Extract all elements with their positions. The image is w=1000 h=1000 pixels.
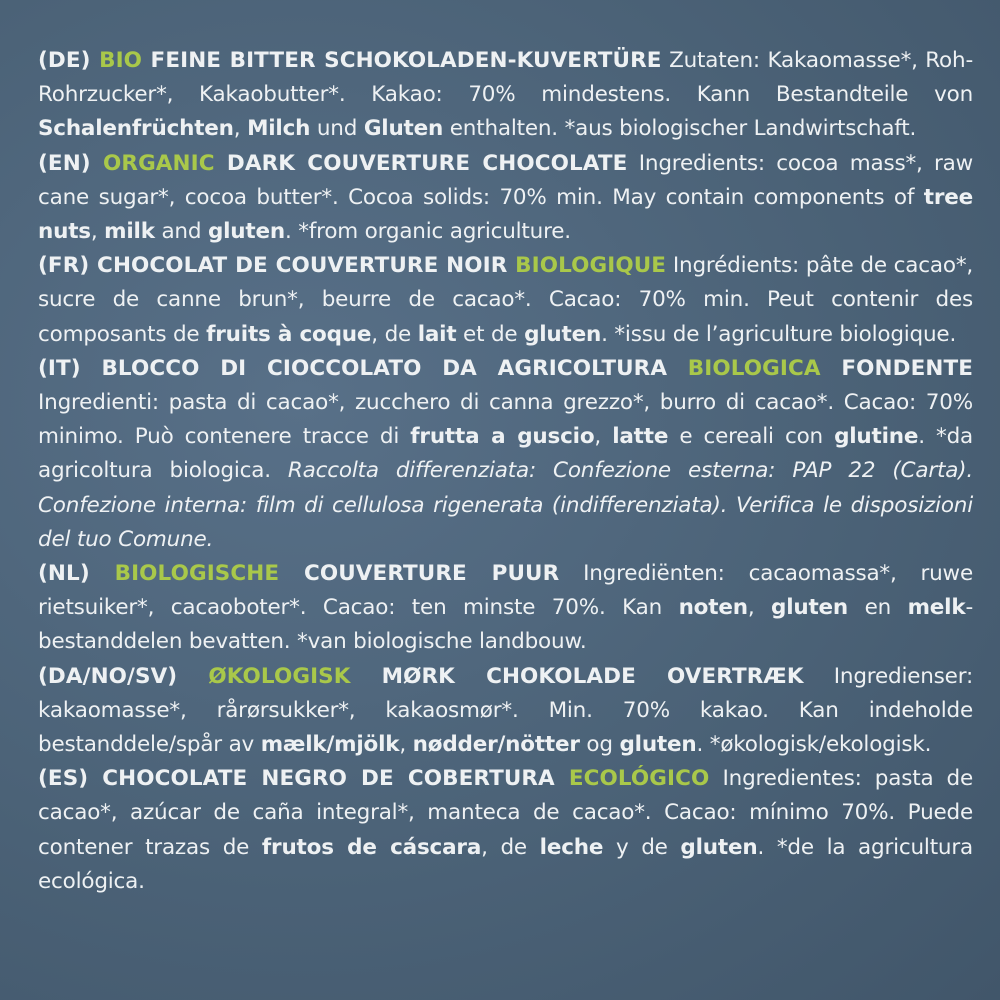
section-de [38, 44, 973, 147]
section-heading: MØRK CHOKOLADE OVERTRÆK [350, 663, 804, 689]
body-text: und [310, 116, 364, 142]
section-heading: (NL) [38, 561, 115, 587]
allergen-text: gluten [207, 219, 285, 245]
allergen-text: Schalenfrüchten [38, 116, 234, 142]
section-heading: DARK COUVERTURE CHOCOLATE [214, 150, 628, 176]
section-heading: (ES) CHOCOLATE NEGRO DE COBERTURA [38, 766, 569, 792]
body-text: Ingredienti: pasta di cacao*, zucchero di canna grezzo*, burro di cacao*. Cacao: 70% minimo. Può contenere tracce di [38, 390, 973, 450]
allergen-text: glutine [834, 424, 919, 450]
allergen-text: frutos de cáscara [261, 834, 482, 860]
body-text: , [747, 595, 771, 621]
body-text: , [594, 424, 613, 450]
section-es [38, 762, 973, 899]
body-text: , de [371, 321, 418, 347]
body-text: . *de la agricultura ecológica. [38, 834, 973, 894]
body-text: Ingredientes: pasta de cacao*, azúcar de caña integral*, manteca de cacao*. Cacao: mínimo 70%. Puede contener trazas de [38, 766, 973, 860]
section-heading: (DE) [38, 48, 100, 73]
organic-highlight: ORGANIC [103, 150, 215, 176]
body-text: , [233, 116, 248, 142]
allergen-text: Milch [247, 116, 311, 142]
body-text: , [90, 219, 105, 245]
section-heading: (IT) BLOCCO DI CIOCCOLATO DA AGRICOLTURA [38, 355, 688, 381]
allergen-text: gluten [680, 834, 758, 860]
body-text: et de [456, 321, 525, 347]
allergen-text: milk [104, 219, 155, 245]
section-nl [38, 557, 973, 660]
section-fr [38, 249, 973, 352]
allergen-text: melk [907, 595, 966, 621]
section-heading: FONDENTE [820, 355, 974, 381]
allergen-text: gluten [771, 595, 849, 621]
body-text: . *da agricoltura biologica. [38, 424, 973, 484]
body-text: en [848, 595, 908, 621]
body-text: . *from organic agriculture. [284, 219, 571, 245]
organic-highlight: BIOLOGICA [687, 355, 821, 381]
organic-highlight: BIO [99, 48, 143, 73]
section-heading: COUVERTURE PUUR [279, 561, 560, 587]
body-text: Ingrédients: pâte de cacao*, sucre de canne brun*, beurre de cacao*. Cacao: 70% min. Peut contenir des composants de [38, 253, 974, 347]
allergen-text: gluten [524, 321, 602, 347]
allergen-text: latte [612, 424, 669, 450]
section-heading: (DA/NO/SV) [38, 663, 209, 689]
organic-highlight: ØKOLOGISK [208, 663, 351, 689]
body-text: y de [603, 834, 681, 860]
ingredient-label-panel [38, 44, 973, 899]
body-text: , de [481, 834, 540, 860]
allergen-text: frutta a guscio [410, 424, 595, 450]
body-text: Ingredients: cocoa mass*, raw cane sugar*, cocoa butter*. Cocoa solids: 70% min. May contain components of [38, 150, 973, 210]
body-text: . *økologisk/ekologisk. [696, 732, 932, 758]
section-heading: (EN) [38, 150, 104, 176]
recycling-note: Raccolta differenziata: Confezione esterna: PAP 22 (Carta). Confezione interna: film di cellulosa rigenerata (indifferenziata). Verifica le disposizioni del tuo Comune. [38, 458, 974, 552]
allergen-text: Gluten [363, 116, 444, 142]
section-heading: (FR) CHOCOLAT DE COUVERTURE NOIR [38, 253, 516, 279]
organic-highlight: ECOLÓGICO [568, 766, 710, 792]
section-it [38, 352, 973, 557]
organic-highlight: BIOLOGISCHE [114, 561, 280, 587]
allergen-text: fruits à coque [206, 321, 372, 347]
allergen-text: gluten [619, 732, 697, 758]
body-text: and [154, 219, 208, 245]
body-text: -bestanddelen bevatten. *van biologische landbouw. [38, 595, 973, 655]
allergen-text: nødder/nötter [412, 732, 580, 758]
allergen-text: leche [539, 834, 604, 860]
body-text: Ingredienser: kakaomasse*, rårørsukker*, kakaosmør*. Min. 70% kakao. Kan indeholde bestanddele/spår av [38, 663, 973, 758]
organic-highlight: BIOLOGIQUE [515, 253, 667, 279]
allergen-text: tree nuts [38, 184, 973, 245]
body-text: Ingrediënten: cacaomassa*, ruwe rietsuiker*, cacaoboter*. Cacao: ten minste 70%. Kan [38, 561, 973, 621]
body-text: , [399, 732, 413, 758]
allergen-text: lait [417, 321, 457, 347]
body-text: enthalten. *aus biologischer Landwirtschaft. [443, 116, 917, 142]
body-text: Zutaten: Kakaomasse*, Roh-Rohrzucker*, Kakaobutter*. Kakao: 70% mindestens. Kann Bestandteile von [38, 48, 973, 108]
body-text: . *issu de l’agriculture biologique. [601, 321, 957, 347]
allergen-text: mælk/mjölk [260, 732, 400, 758]
body-text: e cereali con [668, 424, 835, 450]
body-text: og [579, 732, 620, 758]
section-en [38, 147, 973, 250]
allergen-text: noten [678, 595, 748, 621]
section-heading: FEINE BITTER SCHOKOLADEN-KUVERTÜRE [142, 48, 662, 73]
section-da-no-sv [38, 660, 973, 763]
